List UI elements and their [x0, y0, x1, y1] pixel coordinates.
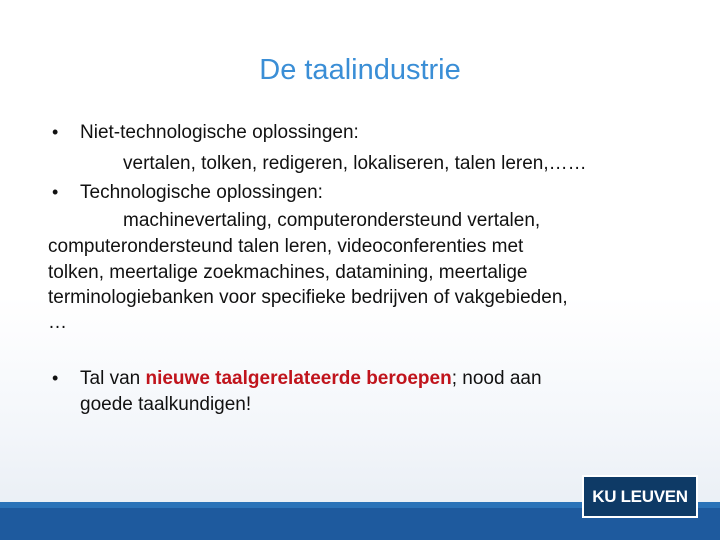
bullet-3-prefix: Tal van: [80, 368, 146, 389]
bullet-1-marker: •: [52, 122, 59, 142]
bullet-2-detail-line: machinevertaling, computerondersteund vertalen,: [123, 210, 541, 231]
ku-leuven-logo: [582, 475, 698, 518]
bullet-2-marker: •: [52, 182, 59, 202]
slide-title: De taalindustrie: [259, 54, 461, 86]
bullet-3-marker: •: [52, 368, 59, 388]
bullet-2-detail-line: tolken, meertalige zoekmachines, datamining, meertalige: [48, 262, 528, 283]
logo-text: KU LEUVEN: [592, 486, 688, 506]
bullet-2-detail-line: …: [48, 312, 67, 333]
bullet-2-detail-line: computerondersteund talen leren, videoconferenties met: [48, 236, 524, 257]
bullet-3-line2: goede taalkundigen!: [80, 394, 252, 415]
bullet-2-heading: Technologische oplossingen:: [80, 182, 323, 203]
bullet-3-text: [80, 367, 542, 390]
bullet-2-detail-line: terminologiebanken voor specifieke bedrijven of vakgebieden,: [48, 287, 568, 308]
bullet-1-detail: vertalen, tolken, redigeren, lokaliseren, talen leren,……: [123, 153, 587, 174]
bullet-3-suffix: ; nood aan: [451, 368, 542, 389]
bullet-1-heading: Niet-technologische oplossingen:: [80, 122, 359, 143]
bullet-3-emphasis: nieuwe taalgerelateerde beroepen: [145, 368, 452, 389]
